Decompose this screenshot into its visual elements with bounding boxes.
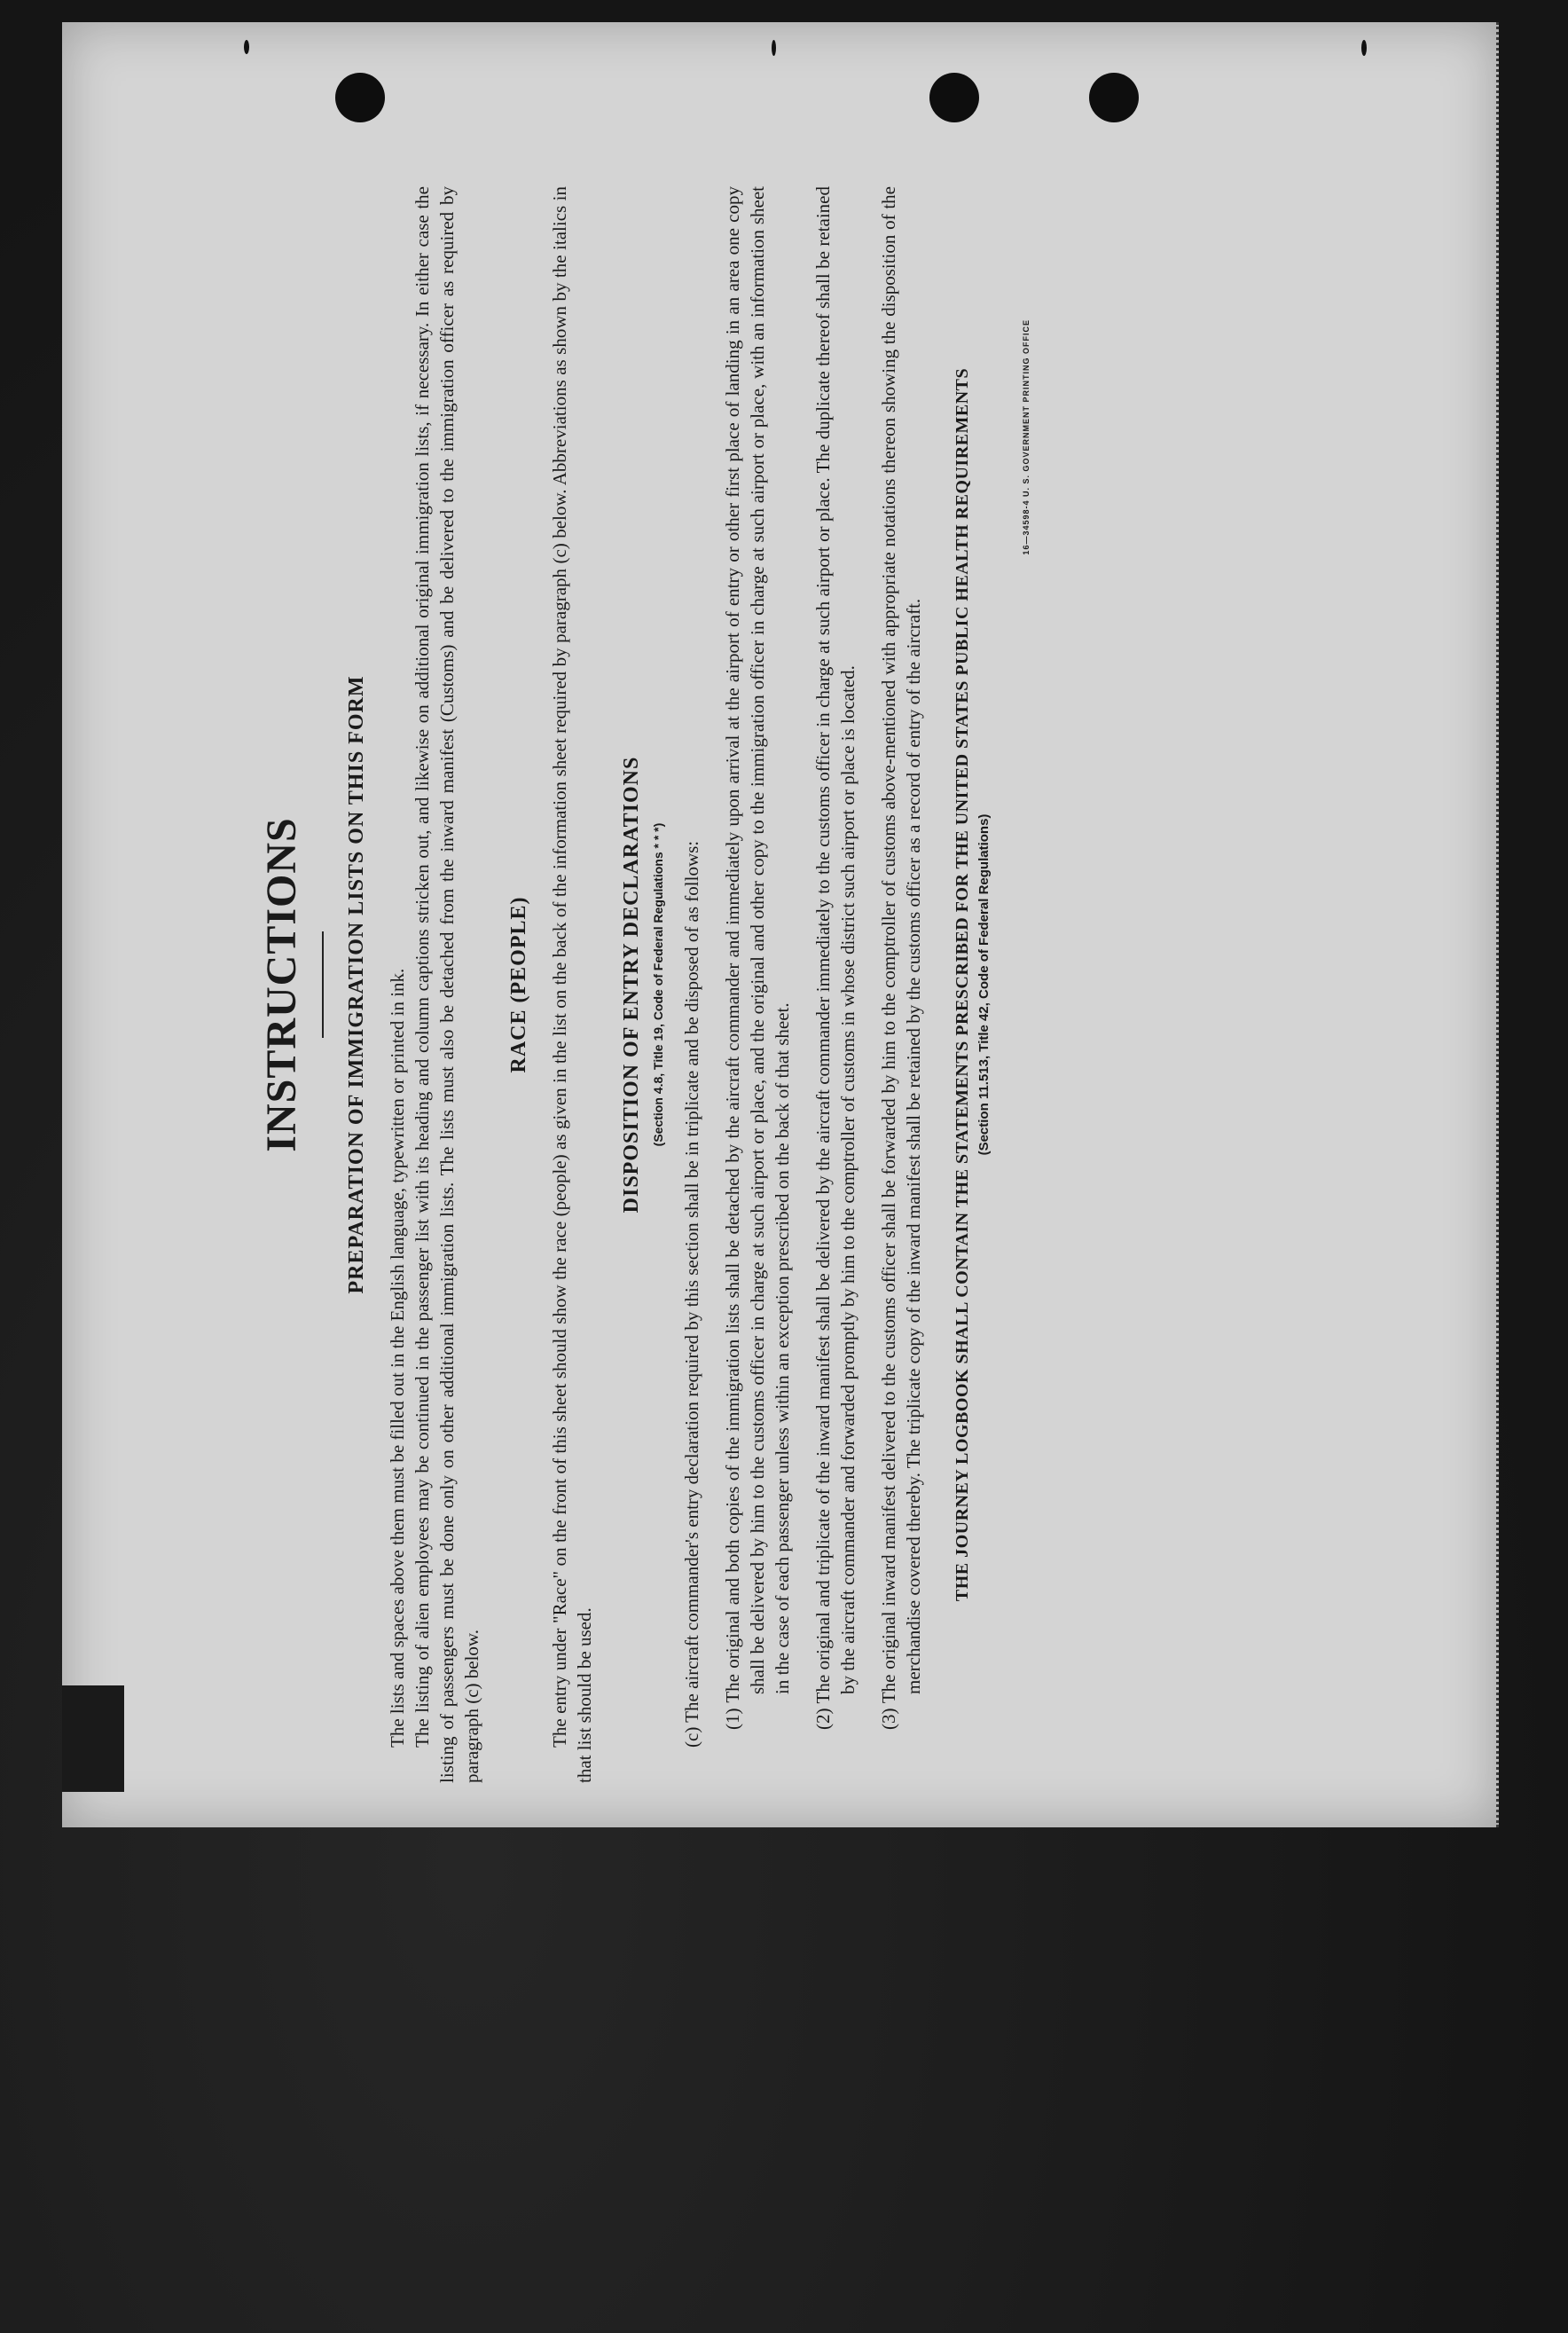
perforated-edge: [1489, 22, 1499, 1827]
punch-hole-2: [929, 73, 979, 122]
scan-speck: [1361, 40, 1367, 56]
scan-speck: [772, 40, 776, 56]
rotated-instructions: [257, 151, 1366, 1818]
logbook-citation: (Section 11.513, Title 42, Code of Federal Regulations): [976, 813, 992, 1156]
scan-speck: [244, 40, 249, 54]
title-rule: [322, 931, 324, 1038]
preparation-paragraph-1: The lists and spaces above them must be filled out in the English language, typewritten or printed in ink.: [387, 968, 408, 1748]
punch-hole-1: [335, 73, 385, 122]
page-title: INSTRUCTIONS: [258, 817, 305, 1152]
disposition-item-2: (2) The original and triplicate of the inward manifest shall be delivered by the aircraft commander immediately to the customs officer in charge at such airport or place. The duplicate thereof shall be retained by the aircraft commander and forwarded promptly by him to the comptroller of customs in whose district such airport or place is located.: [812, 186, 858, 1730]
printer-imprint: 16—34598-4 U. S. GOVERNMENT PRINTING OFFICE: [1022, 319, 1031, 555]
section-heading-disposition: DISPOSITION OF ENTRY DECLARATIONS: [620, 756, 643, 1214]
preparation-paragraph-2: The listing of alien employees may be continued in the passenger list with its heading and column captions stricken out, and likewise on additional original immigration lists, if necessary. In either case the listing of passengers must be done only on other additional immigration lists. The lists must also be detached from the inward manifest (Customs) and be delivered to the immigration officer as required by paragraph (c) below.: [412, 186, 482, 1783]
torn-corner: [62, 1685, 124, 1792]
punch-hole-3: [1089, 73, 1139, 122]
disposition-citation: (Section 4.8, Title 19, Code of Federal Regulations * * *): [651, 822, 665, 1147]
disposition-item-3: (3) The original inward manifest delivered to the customs officer shall be forwarded by him to the comptroller of customs above-mentioned with appropriate notations thereon showing the disposition of the merchandise covered thereby. The triplicate copy of the inward manifest shall be retained by the customs officer as a record of entry of the aircraft.: [878, 186, 924, 1730]
disposition-item-1: (1) The original and both copies of the immigration lists shall be detached by the aircraft commander and immediately upon arrival at the airport of entry or other first place of landing in an area one copy shall be delivered by him to the customs officer in charge at such airport or place, and the original and other copy to the immigration officer in charge at such airport or place, with an information sheet in the case of each passenger unless within an exception prescribed on the back of that sheet.: [722, 186, 793, 1730]
disposition-lead: (c) The aircraft commander's entry declaration required by this section shall be in triplicate and be disposed of as follows:: [681, 840, 702, 1748]
logbook-requirement: THE JOURNEY LOGBOOK SHALL CONTAIN THE STATEMENTS PRESCRIBED FOR THE UNITED STATES PUBLIC HEALTH REQUIREMENTS: [953, 367, 972, 1602]
section-heading-preparation: PREPARATION OF IMMIGRATION LISTS ON THIS FORM: [345, 675, 368, 1294]
race-paragraph: The entry under "Race" on the front of this sheet should show the race (people) as given in the list on the back of the information sheet required by paragraph (c) below. Abbreviations as shown by the italics in that list should be used.: [549, 186, 595, 1783]
section-heading-race: RACE (PEOPLE): [507, 896, 530, 1073]
